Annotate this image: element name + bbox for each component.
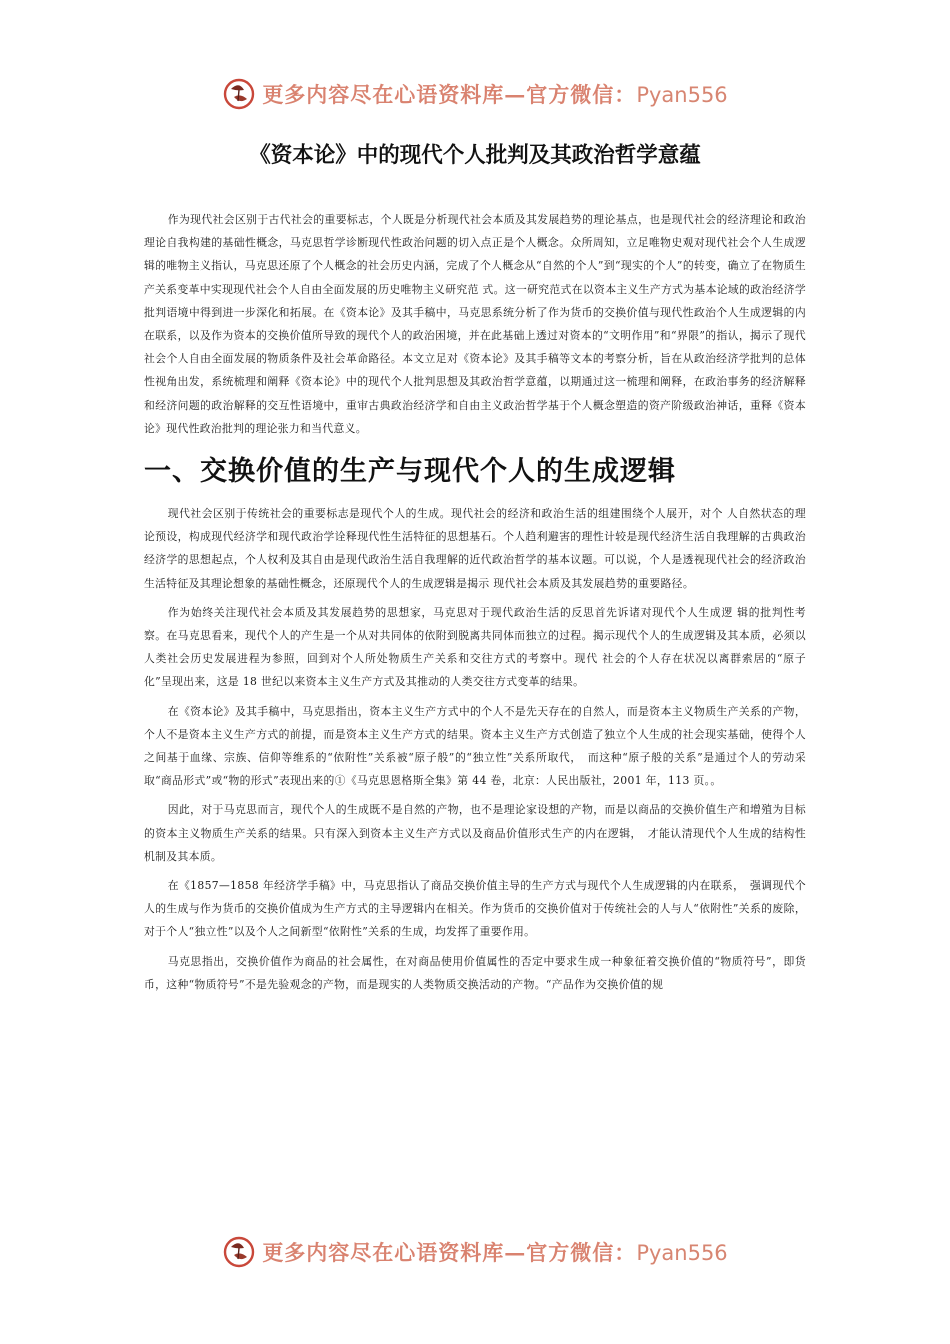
watermark-text [262, 1237, 727, 1267]
body-paragraph: 作为始终关注现代社会本质及其发展趋势的思想家，马克思对于现代政治生活的反思首先诉诸对现代个人生成逻 辑的批判性考察。在马克思看来，现代个人的产生是一个从对共同体的依附到脱离共同体而独立的过程。揭示现代个人的生成逻辑及其本质，必须以人类社会历史发展进程为参照，回到对个人所处物质生产关系和交往方式的考察中。现代 社会的个人存在状况以离群索居的“原子化”呈现出来，这是 18 世纪以来资本主义生产方式及其推动的人类交往方式变革的结果。 [144, 605, 806, 689]
body-paragraph: 马克思指出，交换价值作为商品的社会属性，在对商品使用价值属性的否定中要求生成一种象征着交换价值的“物质符号”，即货币，这种“物质符号”不是先验观念的产物，而是现实的人类物质交换活动的产物。“产品作为交换价值的规 [144, 954, 806, 991]
document-title: 《资本论》中的现代个人批判及其政治哲学意蕴 [249, 143, 701, 168]
butterfly-logo-icon [222, 1235, 256, 1269]
watermark-label: 更多内容尽在心语资料库—官方微信： [262, 82, 637, 107]
watermark-header [0, 74, 950, 114]
watermark-wechat-id: Pyan556 [636, 83, 728, 107]
body-paragraph: 在《1857—1858 年经济学手稿》中，马克思指认了商品交换价值主导的生产方式与现代个人生成逻辑的内在联系， 强调现代个人的生成与作为货币的交换价值成为生产方式的主导逻辑内在相关。作为货币的交换价值对于传统社会的人与人“依附性”关系的废除，对于个人“独立性”以及个人之间新型“依附性”关系的生成，均发挥了重要作用。 [144, 879, 806, 939]
body-paragraph: 因此，对于马克思而言，现代个人的生成既不是自然的产物，也不是理论家设想的产物，而是以商品的交换价值生产和增殖为目标的资本主义物质生产关系的结果。只有深入到资本主义生产方式以及商品价值形式生产的内在逻辑， 才能认清现代个人生成的结构性机制及其本质。 [144, 803, 806, 863]
intro-paragraph: 作为现代社会区别于古代社会的重要标志，个人既是分析现代社会本质及其发展趋势的理论基点，也是现代社会的经济理论和政治理论自我构建的基础性概念，马克思哲学诊断现代性政治问题的切入点正是个人概念。众所周知，立足唯物史观对现代社会个人生成逻辑的唯物主义指认，马克思还原了个人概念的社会历史内涵，完成了个人概念从“自然的个人”到“现实的个人”的转变，确立了在物质生产关系变革中实现现代社会个人自由全面发展的历史唯物主义研究范 式。这一研究范式在以资本主义生产方式为基本论域的政治经济学批判语境中得到进一步深化和拓展。在《资本论》及其手稿中，马克思系统分析了作为货币的交换价值与现代性政治个人生成逻辑的内在联系，以及作为资本的交换价值所导致的现代个人的政治困境，并在此基础上透过对资本的“文明作用”和“界限”的指认，揭示了现代社会个人自由全面发展的物质条件及社会革命路径。本文立足对《资本论》及其手稿等文本的考察分析，旨在从政治经济学批判的总体性视角出发，系统梳理和阐释《资本论》中的现代个人批判思想及其政治哲学意蕴，以期通过这一梳理和阐释，在政治事务的经济解释和经济问题的政治解释的交互性语境中，重审古典政治经济学和自由主义政治哲学基于个人概念塑造的资产阶级政治神话，重释《资本论》现代性政治批判的理论张力和当代意义。 [144, 213, 806, 435]
butterfly-logo-icon [222, 77, 256, 111]
watermark-footer [0, 1232, 950, 1272]
watermark-label: 更多内容尽在心语资料库—官方微信： [262, 1240, 637, 1265]
document-body [144, 208, 806, 996]
watermark-text [262, 79, 727, 109]
watermark-wechat-id: Pyan556 [636, 1241, 728, 1265]
body-paragraph: 在《资本论》及其手稿中，马克思指出，资本主义生产方式中的个人不是先天存在的自然人，而是资本主义物质生产关系的产物，个人不是资本主义生产方式的前提，而是资本主义生产方式的结果。资本主义生产方式创造了独立个人生成的社会现实基础，使得个人之间基于血缘、宗族、信仰等维系的“依附性”关系被“原子般”的“独立性”关系所取代， 而这种“原子般的关系”是通过个人的劳动采取“商品形式”或“物的形式”表现出来的①《马克思恩格斯全集》第 44 卷，北京：人民出版社，2001 年，113 页。。 [144, 704, 806, 788]
section-heading: 一、交换价值的生产与现代个人的生成逻辑 [144, 456, 676, 488]
body-paragraph: 现代社会区别于传统社会的重要标志是现代个人的生成。现代社会的经济和政治生活的组建围绕个人展开，对个 人自然状态的理论预设，构成现代经济学和现代政治学诠释现代性生活特征的思想基石。个人趋利避害的理性计较是现代经济生活自我理解的古典政治经济学的思想起点，个人权利及其自由是现代政治生活自我理解的近代政治哲学的基本议题。可以说，个人是透视现代社会的经济政治生活特征及其理论想象的基础性概念，还原现代个人的生成逻辑是揭示 现代社会本质及其发展趋势的重要路径。 [144, 507, 806, 590]
